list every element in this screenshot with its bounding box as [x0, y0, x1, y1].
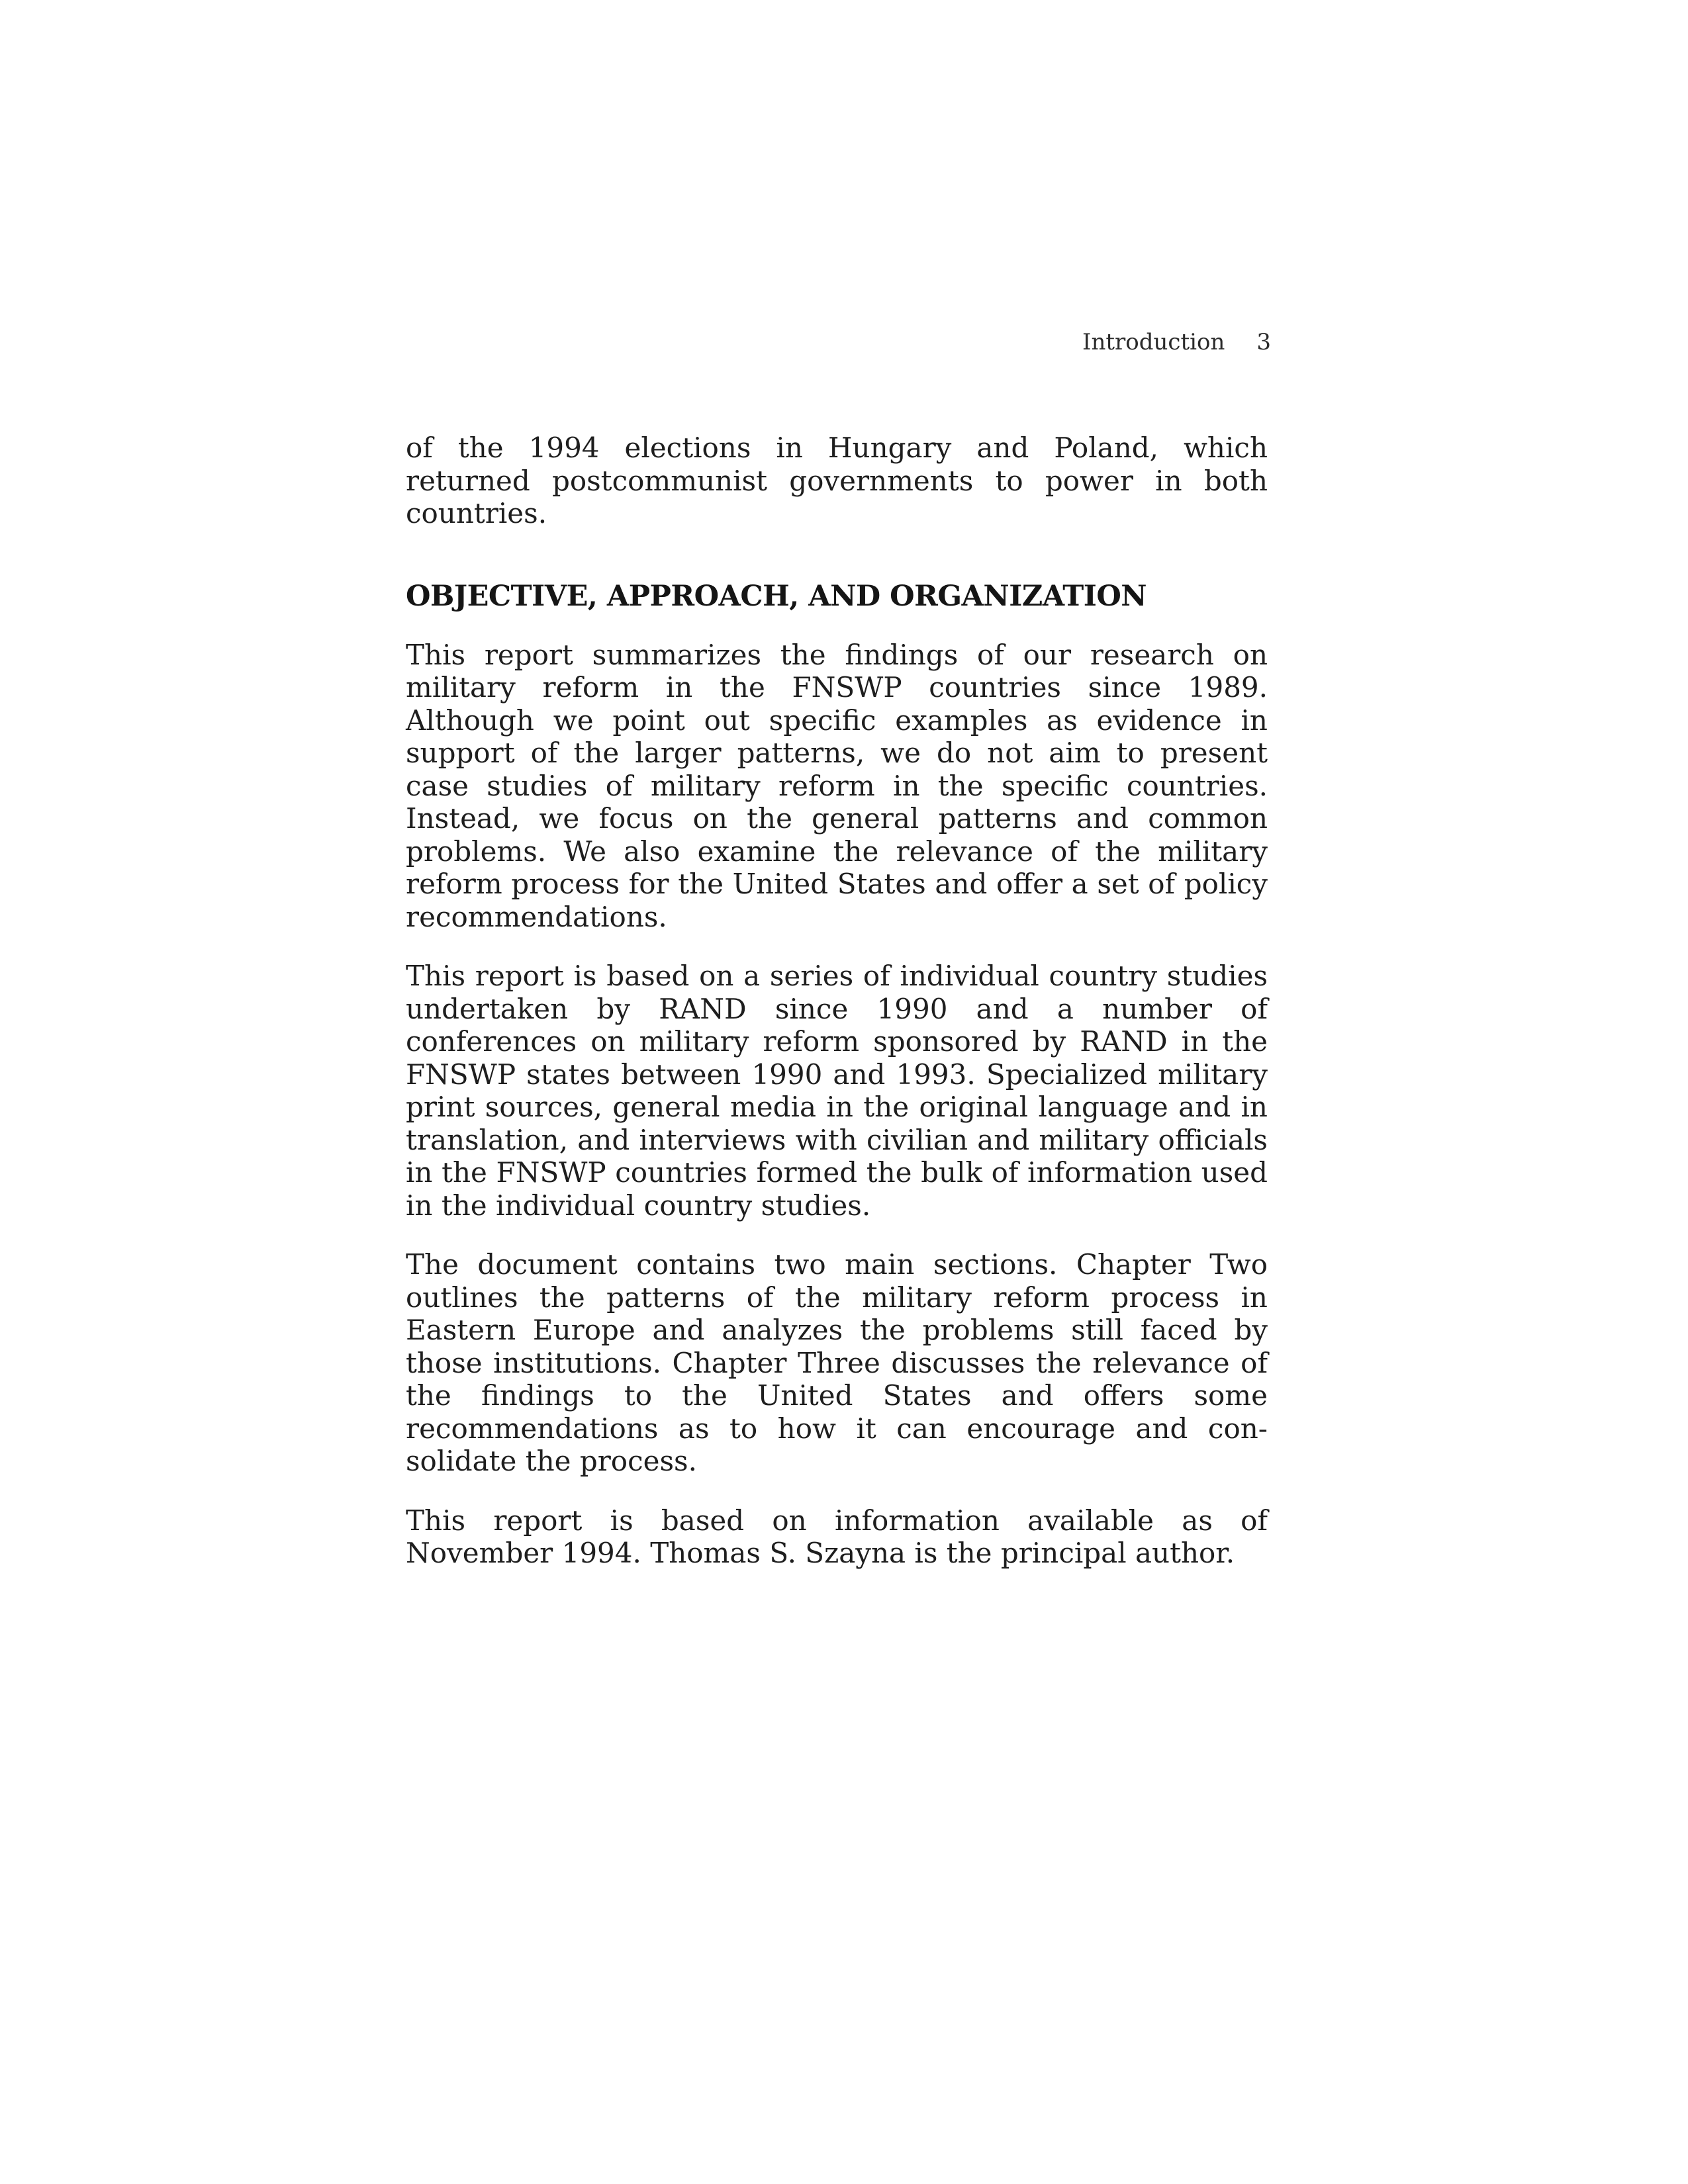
continuation-paragraph: of the 1994 elections in Hungary and Poland, which returned postcommunist governments to power in both countries.: [406, 432, 1268, 529]
paragraph-objective: This report summarizes the findings of our research on military reform in the FNSWP countries since 1989. Although we point out specific examples as evidence in support of the larger patterns, we do not aim to present case studies of military reform in the specific countries. Instead, we focus on the general patterns and common problems. We also examine the relevance of the military reform process for the United States and offer a set of policy recommendations.: [406, 638, 1268, 933]
running-head: [1033, 329, 1271, 362]
section-heading: OBJECTIVE, APPROACH, AND ORGANIZATION: [406, 579, 1147, 613]
paragraph-sources: This report is based on a series of individual country studies undertaken by RAND since 1990 and a number of conferences on military reform sponsored by RAND in the FNSWP states between 1990 and 1993. Specialized military print sources, general media in the original language and in translation, and interviews with civilian and military officials in the FNSWP countries formed the bulk of information used in the individual country studies.: [406, 960, 1268, 1222]
page-number: 3: [1256, 329, 1271, 355]
running-head-title: Introduction: [1082, 329, 1225, 355]
paragraph-organization: The document contains two main sections. Chapter Two outlines the patterns of the military reform process in Eastern Europe and analyzes the problems still faced by those institutions. Chapter Three discusses the relevance of the findings to the United States and offers some recommendations as to how it can encourage and consolidate the process.: [406, 1248, 1268, 1477]
body-text: [406, 432, 1268, 1596]
paragraph-authorship: This report is based on information available as of November 1994. Thomas S. Szayna is the principal author.: [406, 1504, 1268, 1569]
